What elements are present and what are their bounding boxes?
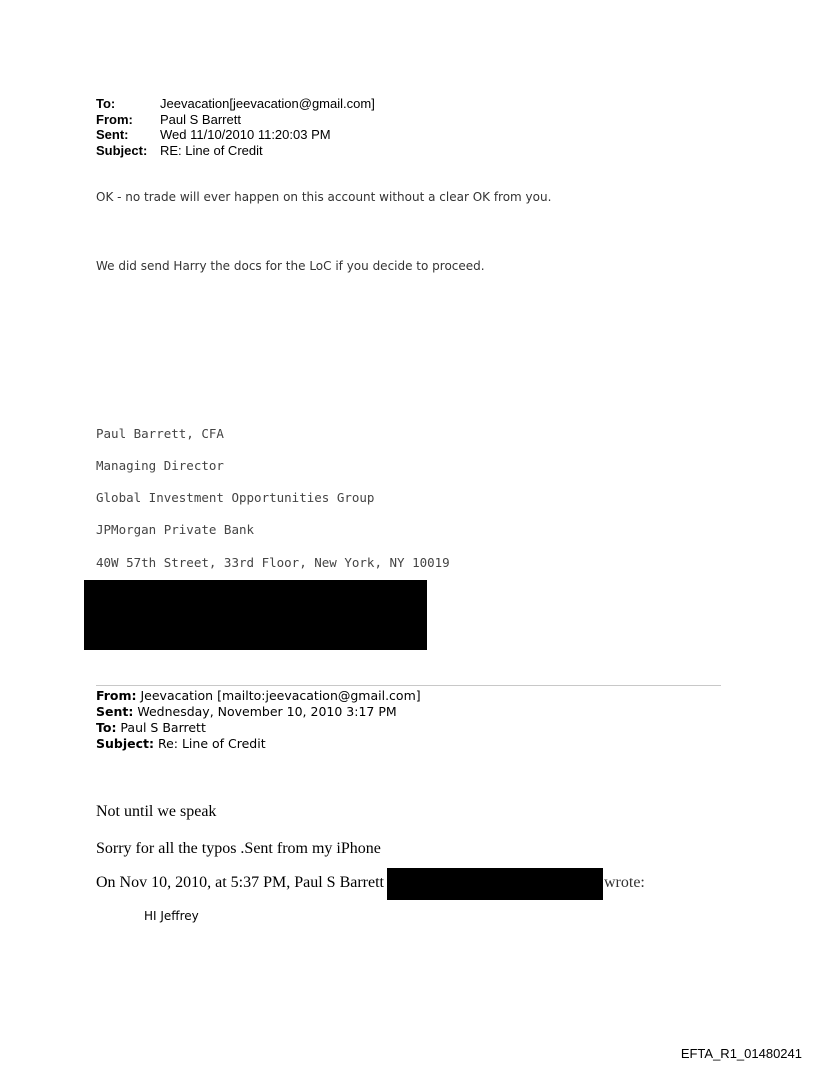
quoted-from	[96, 688, 421, 703]
signature-company: JPMorgan Private Bank	[96, 522, 255, 537]
sent-label: Sent:	[96, 127, 129, 142]
quoted-from-value: Jeevacation [mailto:jeevacation@gmail.com]	[136, 688, 421, 703]
quoted-subject-value: Re: Line of Credit	[154, 736, 266, 751]
quoted-to-label: To:	[96, 720, 117, 735]
quoted-sent-value: Wednesday, November 10, 2010 3:17 PM	[133, 704, 397, 719]
quoted-line-1: Not until we speak	[96, 803, 217, 820]
redaction-box-email	[387, 868, 603, 900]
quoted-sent	[96, 704, 397, 719]
quoted-line-3-suffix: wrote:	[604, 874, 645, 891]
to-value: Jeevacation[jeevacation@gmail.com]	[160, 96, 375, 111]
redaction-box	[84, 580, 427, 650]
quoted-line-3-prefix: On Nov 10, 2010, at 5:37 PM, Paul S Barrett	[96, 874, 384, 891]
divider	[96, 685, 721, 686]
signature-name: Paul Barrett, CFA	[96, 426, 224, 441]
quoted-sent-label: Sent:	[96, 704, 134, 719]
quoted-to-value: Paul S Barrett	[116, 720, 206, 735]
from-label: From:	[96, 112, 133, 127]
from-value: Paul S Barrett	[160, 112, 241, 127]
greeting: HI Jeffrey	[144, 909, 199, 923]
quoted-line-2: Sorry for all the typos .Sent from my iPhone	[96, 840, 381, 857]
subject-value: RE: Line of Credit	[160, 143, 263, 158]
signature-title: Managing Director	[96, 458, 224, 473]
sent-value: Wed 11/10/2010 11:20:03 PM	[160, 127, 331, 142]
body-line-2: We did send Harry the docs for the LoC if you decide to proceed.	[96, 259, 485, 273]
quoted-to	[96, 720, 206, 735]
body-line-1: OK - no trade will ever happen on this account without a clear OK from you.	[96, 190, 552, 204]
quoted-subject-label: Subject:	[96, 736, 154, 751]
signature-address: 40W 57th Street, 33rd Floor, New York, NY 10019	[96, 555, 450, 570]
quoted-from-label: From:	[96, 688, 137, 703]
document-id: EFTA_R1_01480241	[680, 1046, 802, 1061]
quoted-subject	[96, 736, 266, 751]
subject-label: Subject:	[96, 143, 148, 158]
to-label: To:	[96, 96, 116, 111]
signature-group: Global Investment Opportunities Group	[96, 490, 375, 505]
